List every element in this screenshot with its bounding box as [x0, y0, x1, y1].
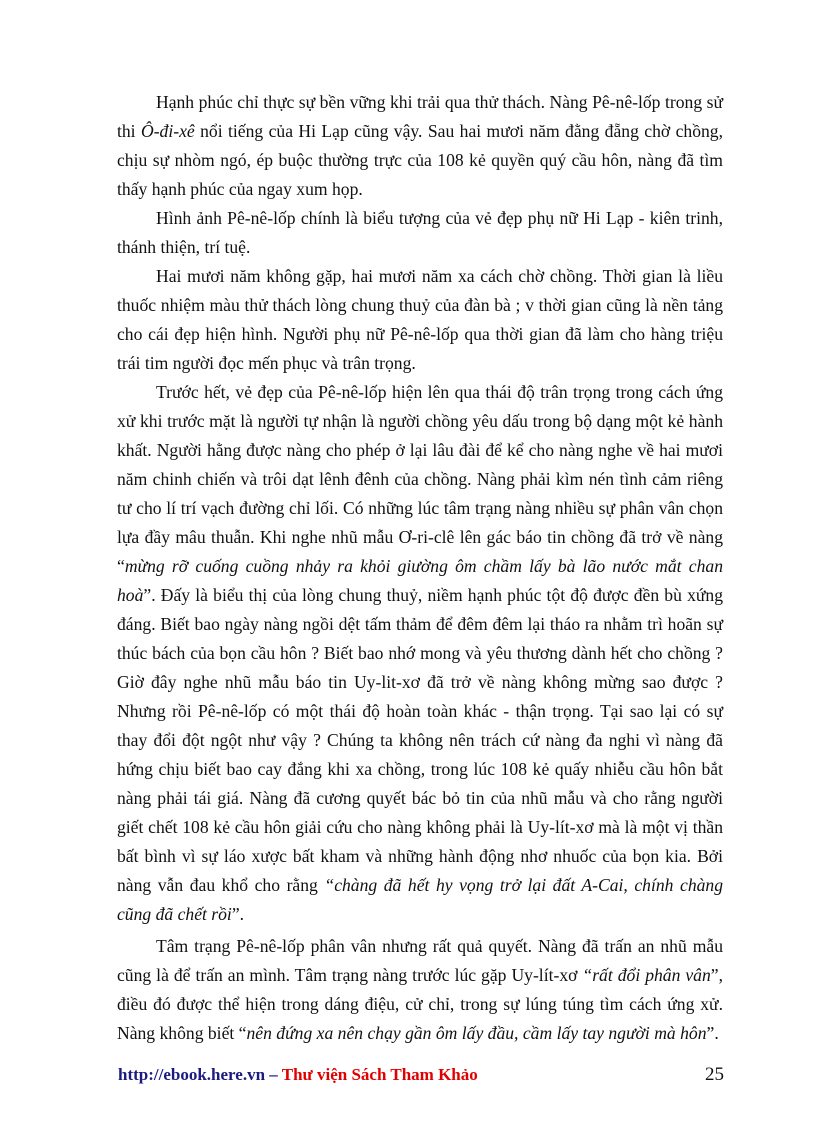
italic-quote: “rất đổi phân vân [582, 964, 711, 985]
italic-quote: mừng rỡ cuống cuồng nhảy ra khỏi giường ôm chầm lấy bà lão nước mắt chan hoà [117, 555, 723, 605]
text-segment: Hạnh phúc chỉ thực sự bền vững khi trải qua thử thách. Nàng Pê-nê-lốp trong sử thi [117, 92, 723, 141]
text-segment: ”, điều đó được thể hiện trong dáng điệu, cử chỉ, trong sự lúng túng tìm cách ứng xử. Nàng không biết “ [117, 964, 723, 1043]
text-segment: ”. [231, 903, 245, 924]
text-segment: Hình ảnh Pê-nê-lốp chính là biểu tượng của vẻ đẹp phụ nữ Hi Lạp - kiên trinh, thánh thiện, trí tuệ. [117, 207, 723, 257]
paragraph-3 [117, 262, 723, 378]
footer-library-name: Thư viện Sách Tham Khảo [281, 1065, 478, 1084]
paragraph-4 [117, 378, 723, 929]
text-segment: Tâm trạng Pê-nê-lốp phân vân nhưng rất quả quyết. Nàng đã trấn an nhũ mẫu cũng là để trấn an mình. Tâm trạng nàng trước lúc gặp Uy-lít-xơ [117, 935, 723, 985]
page-footer [118, 1064, 724, 1086]
text-segment: ”. [706, 1022, 719, 1043]
paragraph-1 [117, 88, 723, 204]
italic-quote: “chàng đã hết hy vọng trở lại đất A-Cai, chính chàng cũng đã chết rồi [117, 874, 724, 924]
italic-title-odyssey: Ô-đi-xê [140, 120, 195, 141]
footer-separator: – [265, 1065, 282, 1084]
text-segment: ”. Đấy là biểu thị của lòng chung thuỷ, niềm hạnh phúc tột độ được đền bù xứng đáng. Biết bao ngày nàng ngồi dệt tấm thảm để đêm đêm lại tháo ra nhằm trì hoãn sự thúc bách của bọn cầu hôn ? Biết bao nhớ mong và yêu thương dành hết cho chồng ? Giờ đây nghe nhũ mẫu báo tin Uy-lit-xơ đã trở về nàng không mừng sao được ? Nhưng rồi Pê-nê-lốp có một thái độ hoàn toàn khác - thận trọng. Tại sao lại có sự thay đổi đột ngột như vậy ? Chúng ta không nên trách cứ nàng đa nghi vì nàng đã hứng chịu biết bao cay đắng khi xa chồng, trong lúc 108 kẻ quấy nhiễu cầu hôn bắt nàng phải tái giá. Nàng đã cương quyết bác bỏ tin của nhũ mẫu và cho rằng người giết chết 108 kẻ cầu hôn giải cứu cho nàng không phải là Uy-lít-xơ mà là một vị thần bất bình vì sự láo xược bất kham và những hành động nhơ nhuốc của bọn kia. Bởi nàng vẫn đau khổ cho rằng [117, 584, 723, 895]
paragraph-2 [117, 204, 723, 262]
text-segment: Trước hết, vẻ đẹp của Pê-nê-lốp hiện lên qua thái độ trân trọng trong cách ứng xử khi trước mặt là người tự nhận là người chồng yêu dấu trong bộ dạng một kẻ hành khất. Người hằng được nàng cho phép ở lại lâu đài để kể cho nàng nghe về hai mươi năm chinh chiến và trôi dạt lênh đênh của chồng. Nàng phải kìm nén tình cảm riêng tư cho lí trí vạch đường chỉ lối. Có những lúc tâm trạng nàng nhiều sự phân vân chọn lựa đầy mâu thuẫn. Khi nghe nhũ mẫu Ơ-ri-clê lên gác báo tin chồng đã trở về nàng “ [117, 381, 723, 576]
text-segment: nổi tiếng của Hi Lạp cũng vậy. Sau hai mươi năm đằng đẵng chờ chồng, chịu sự nhòm ngó, ép buộc thường trực của 108 kẻ quyền quý cầu hôn, nàng đã tìm thấy hạnh phúc của ngay xum họp. [117, 120, 723, 199]
text-segment: Hai mươi năm không gặp, hai mươi năm xa cách chờ chồng. Thời gian là liều thuốc nhiệm màu thử thách lòng chung thuỷ của đàn bà ; v thời gian cũng là nền tảng cho cái đẹp hiện hình. Người phụ nữ Pê-nê-lốp qua thời gian đã làm cho hàng triệu trái tim người đọc mến phục và trân trọng. [117, 265, 723, 373]
paragraph-5 [117, 932, 723, 1048]
footer-url-link[interactable]: http://ebook.here.vn [118, 1065, 266, 1084]
italic-quote: nên đứng xa nên chạy gần ôm lấy đầu, cầm lấy tay người mà hôn [246, 1022, 707, 1043]
document-body [117, 88, 723, 1047]
page-number: 25 [705, 1064, 724, 1085]
